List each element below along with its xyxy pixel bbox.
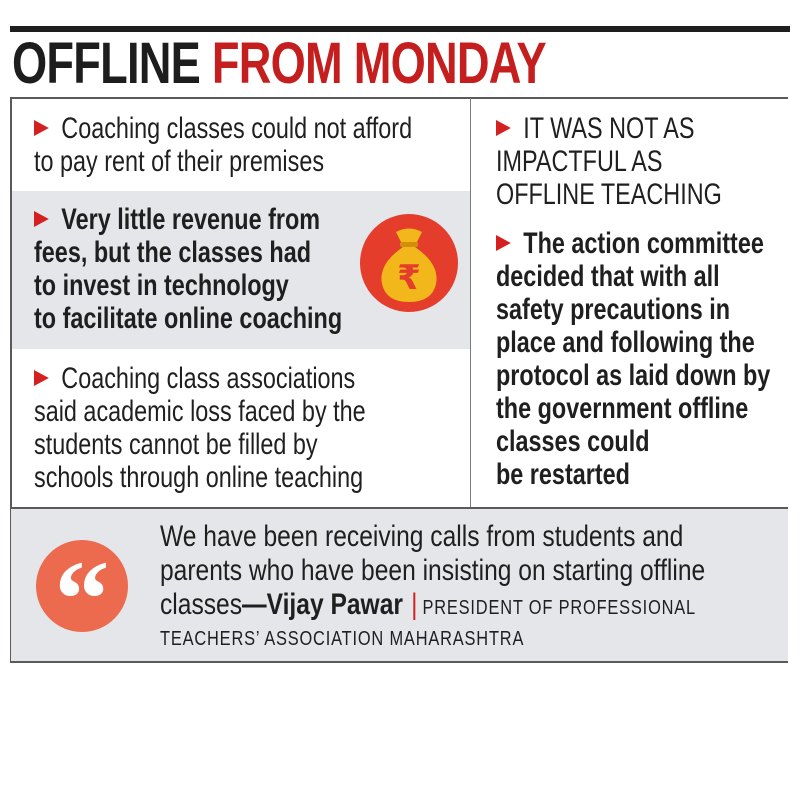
headline-part2: FROM MONDAY [211,31,546,96]
right-point-1-line: IT WAS NOT AS [523,112,695,145]
left-point-3-line: students cannot be filled by [34,428,318,461]
right-point-2-line: The action committee [523,227,764,260]
right-point-2-line: place and following the [496,326,755,359]
attribution-separator: | [411,588,418,621]
quote-dash: — [242,588,267,621]
right-point-2-line: the government offline [496,392,749,425]
bullet-arrow-icon [34,211,49,227]
quote-glyph: “ [54,540,110,632]
right-point-2 [496,227,770,491]
left-point-2-line: fees, but the classes had [34,236,312,269]
left-point-3-line: Coaching class associations [61,362,356,395]
right-point-2-line: classes could [496,425,650,458]
right-point-1-line: IMPACTFUL AS [496,145,663,178]
left-point-3-line: said academic loss faced by the [34,395,366,428]
left-point-3 [34,362,366,494]
quote-line: parents who have been insisting on starting offline [160,554,706,587]
right-point-1 [496,112,722,211]
right-point-1-line: OFFLINE TEACHING [496,178,722,211]
speaker-role-continued: TEACHERS’ ASSOCIATION MAHARASHTRA [160,628,525,650]
left-point-1-line: to pay rent of their premises [34,145,325,178]
bullet-arrow-icon [34,370,49,386]
quote-speaker: Vijay Pawar [266,588,403,621]
left-point-2 [34,203,342,335]
quote-marks-icon [36,540,128,632]
speaker-role: PRESIDENT OF PROFESSIONAL [422,597,697,619]
left-point-2-line: to invest in technology [34,269,289,302]
right-point-2-line: be restarted [496,458,630,491]
rupee-symbol: ₹ [397,258,421,298]
right-point-2-line: protocol as laid down by [496,359,771,392]
headline-part1: OFFLINE [12,31,201,96]
quote-line-end: classes [160,588,243,621]
left-point-2-line: Very little revenue from [61,203,321,236]
left-point-1 [34,112,412,178]
bullet-arrow-icon [496,120,511,136]
money-bag-rupee-icon [358,212,460,314]
left-point-2-line: to facilitate online coaching [34,302,343,335]
bullet-arrow-icon [34,120,49,136]
money-bag-tie [400,242,418,247]
left-point-3-line: schools through online teaching [34,461,364,494]
headline [12,31,546,96]
right-point-2-line: safety precautions in [496,293,731,326]
column-divider [470,98,471,508]
left-point-1-line: Coaching classes could not afford [61,112,413,145]
bullet-arrow-icon [496,235,511,251]
quote-line: We have been receiving calls from students and [160,520,684,553]
quote-text [160,520,705,625]
right-point-2-line: decided that with all [496,260,720,293]
